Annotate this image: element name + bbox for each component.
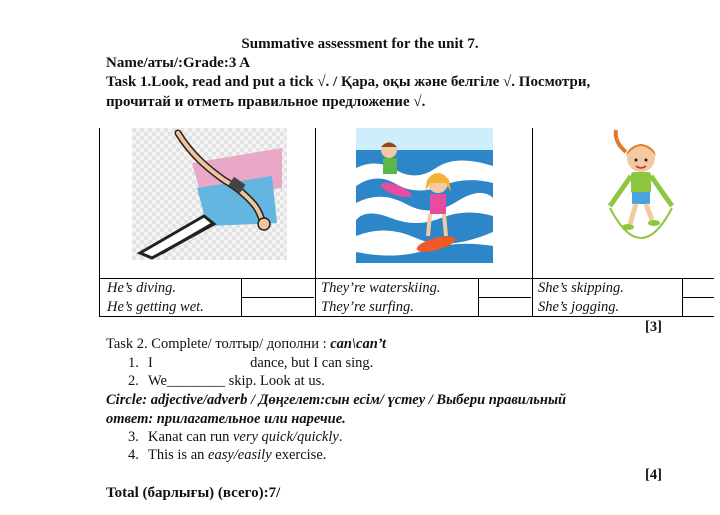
item-4-post: exercise. <box>271 447 327 463</box>
option-he-getting-wet: He’s getting wet. <box>107 299 204 315</box>
tick-box-mid-1 <box>241 297 314 298</box>
task2-item-4 <box>128 447 326 464</box>
item-number: 3. <box>128 429 139 445</box>
diver-picture <box>132 128 287 260</box>
option-skipping: She’s skipping. <box>538 280 624 296</box>
name-grade-line: Name/аты/:Grade:3 A <box>106 55 251 71</box>
item-4-choice[interactable]: easy/easily <box>208 447 272 463</box>
item-number: 1. <box>128 355 139 371</box>
task2-heading <box>106 336 386 353</box>
item-number: 4. <box>128 447 139 463</box>
tick-box-mid-2 <box>478 297 531 298</box>
table-divider-2 <box>532 128 533 316</box>
task2-item-2 <box>128 373 325 390</box>
option-jogging: She’s jogging. <box>538 299 620 315</box>
task1-score: [3] <box>645 319 662 335</box>
item-2-pre: We <box>148 373 167 389</box>
item-3-choice[interactable]: very quick/quickly <box>232 429 339 445</box>
option-surfing: They’re surfing. <box>321 299 414 315</box>
table-divider-1 <box>315 128 316 316</box>
item-1-pre: I <box>148 355 157 371</box>
option-waterskiing: They’re waterskiing. <box>321 280 441 296</box>
item-3-pre: Kanat can run <box>148 429 233 445</box>
task2-item-1 <box>128 355 373 372</box>
table-bottom-line <box>99 316 714 317</box>
task1-heading: Task 1.Look, read and put a tick √. / Қара, оқы және белгіле √. Посмотри, <box>106 74 591 90</box>
task2-item-3 <box>128 429 342 446</box>
table-row-line <box>99 278 714 279</box>
task2-score: [4] <box>645 467 662 483</box>
page-title: Summative assessment for the unit 7. <box>241 36 479 52</box>
item-number: 2. <box>128 373 139 389</box>
option-he-diving: He’s diving. <box>107 280 177 296</box>
item-2-blank[interactable]: ________ <box>166 373 225 389</box>
item-1-post: dance, but I can sing. <box>246 355 374 371</box>
item-2-post: skip. Look at us. <box>224 373 325 389</box>
tick-box-mid-3 <box>682 297 714 298</box>
item-4-pre: This is an <box>148 447 209 463</box>
total-line: Total (барлығы) (всего):7/ <box>106 485 281 501</box>
item-3-post: . <box>338 429 343 445</box>
surfers-picture <box>356 128 493 263</box>
task2-heading-text: Task 2. Complete/ толтыр/ дополни : <box>106 336 331 352</box>
task2-can-cant: can\can’t <box>330 336 387 352</box>
table-border-left <box>99 128 100 316</box>
circle-heading: Circle: adjective/adverb / Дөңгелет:сын есім/ үстеу / Выбери правильный <box>106 392 567 408</box>
task1-heading-cont: прочитай и отметь правильное предложение √. <box>106 94 426 110</box>
skipping-girl-picture <box>596 128 686 253</box>
circle-heading-cont: ответ: прилагательное или наречие. <box>106 411 346 427</box>
